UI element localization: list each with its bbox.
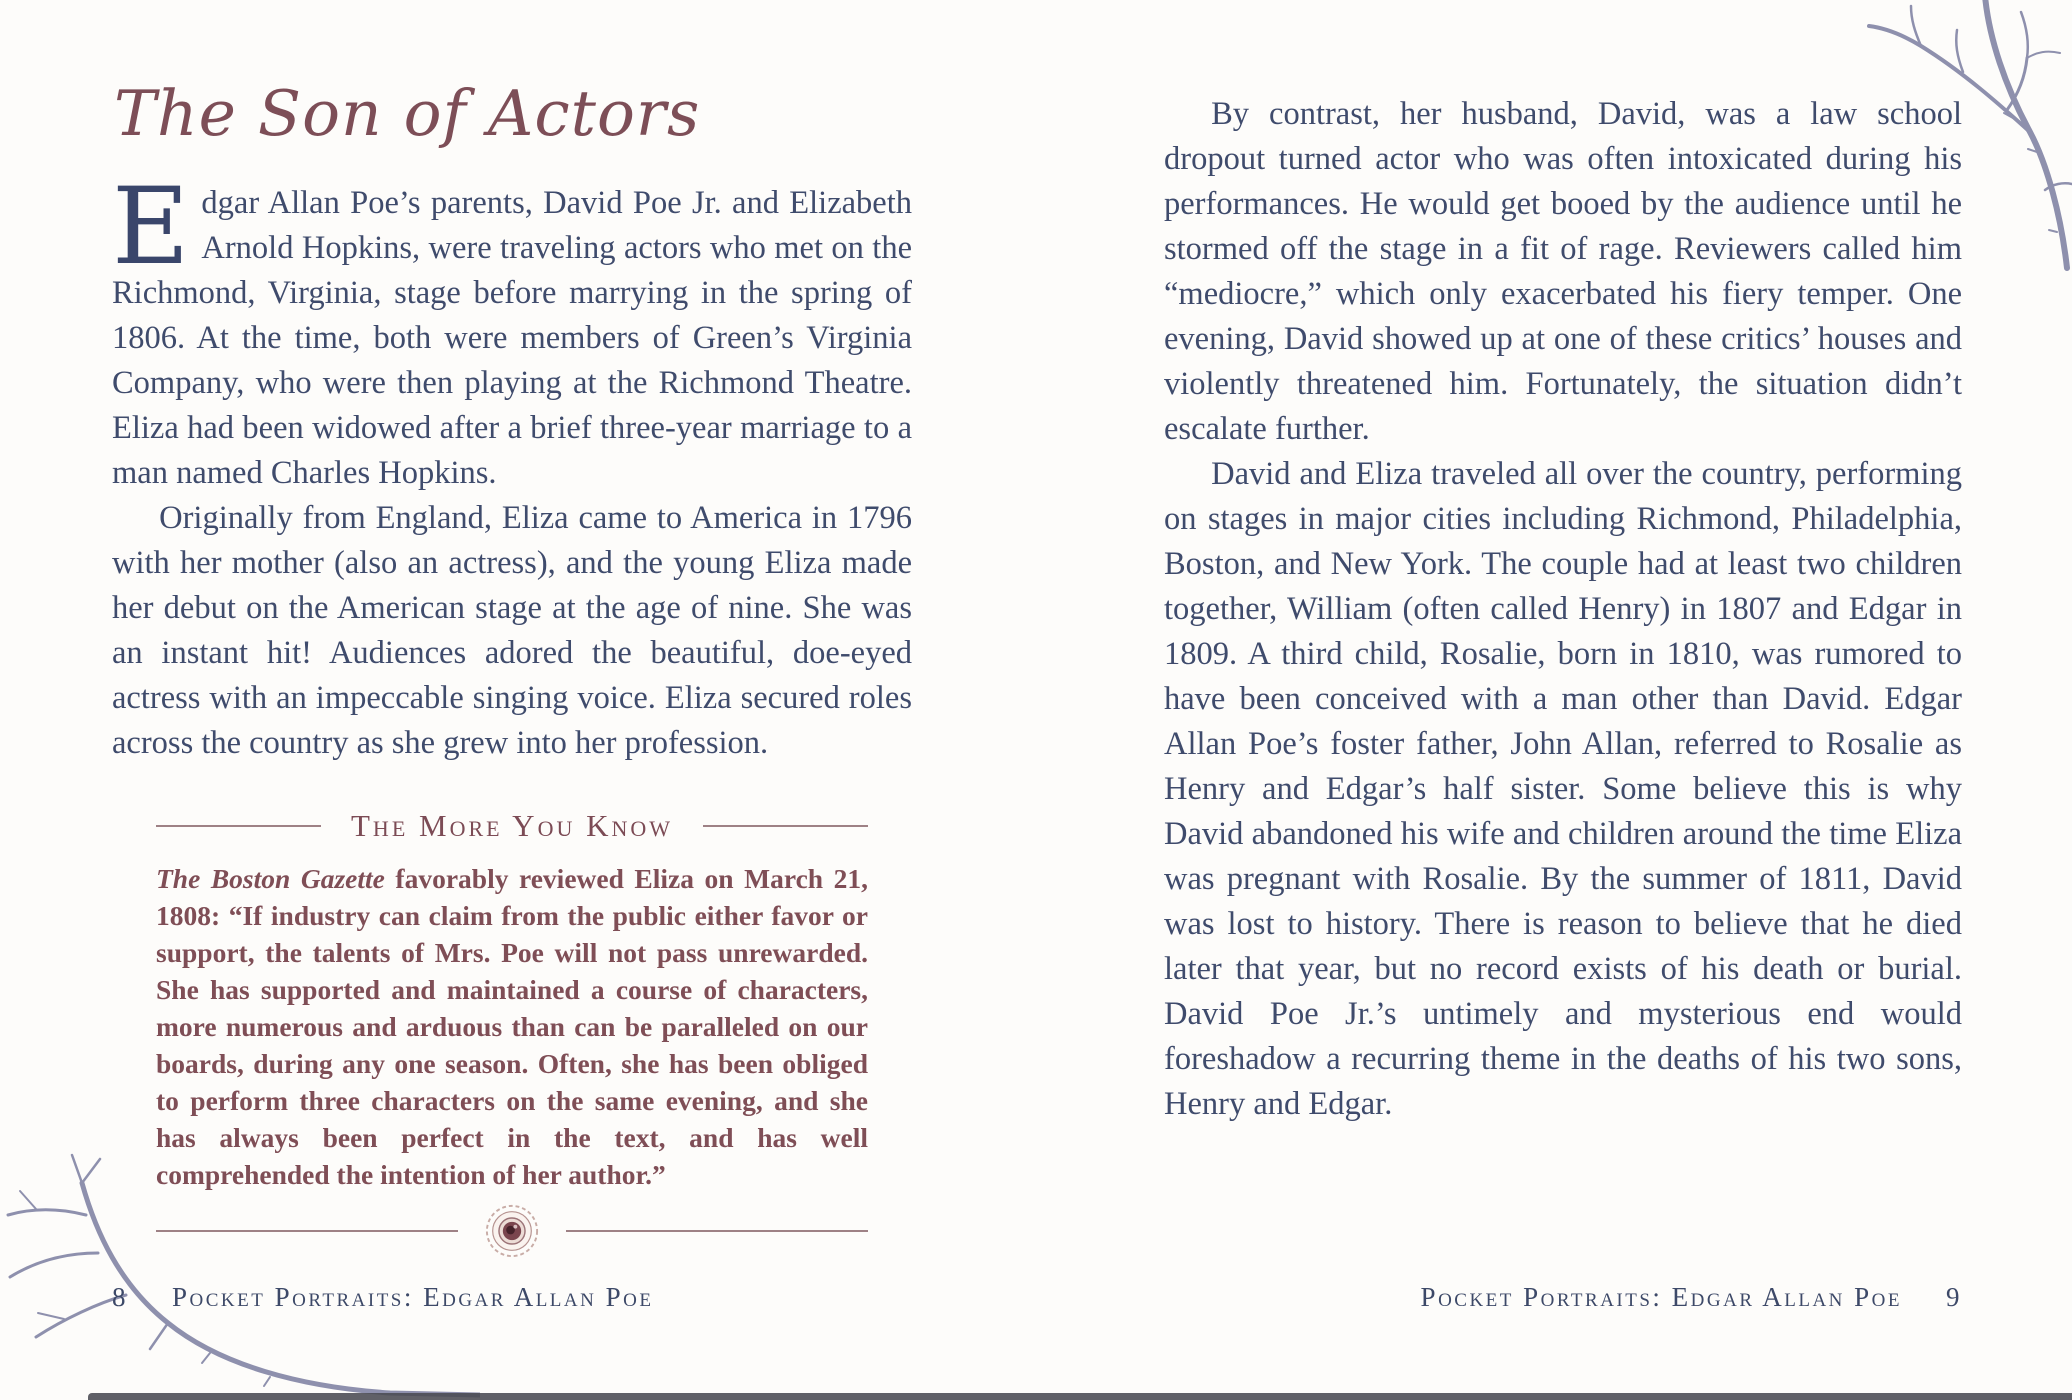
more-you-know-callout: [156, 808, 868, 1259]
chapter-title: The Son of Actors: [114, 77, 701, 150]
drop-cap: E: [112, 165, 190, 288]
callout-footer-row: [156, 1203, 868, 1259]
source-title: The Boston Gazette: [156, 863, 385, 894]
right-page: [1164, 0, 1962, 1127]
paragraph-text: dgar Allan Poe’s parents, David Poe Jr. and Elizabeth Arnold Hopkins, were traveling actors who met on the Richmond, Virginia, stage before marrying in the spring of 1806. At the time, both were members of Green’s Virginia Company, who were then playing at the Richmond Theatre. Eliza had been widowed after a brief three-year marriage to a man named Charles Hopkins.: [112, 185, 912, 491]
divider-rule-left: [156, 1230, 458, 1232]
paragraph: By contrast, her husband, David, was a law school dropout turned actor who was often intoxicated during his performances. He would get booed by the audience until he stormed off the stage in a fit of rage. Reviewers called him “mediocre,” which only exacerbated his fiery temper. One evening, David showed up at one of these critics’ houses and violently threatened him. Fortunately, the situation didn’t escalate further.: [1164, 96, 1962, 447]
page-number: 8: [112, 1282, 128, 1312]
divider-rule-right: [566, 1230, 868, 1232]
divider-rule-right: [703, 825, 868, 827]
paragraph: [112, 165, 912, 496]
left-page-footer: [112, 1282, 653, 1313]
callout-quote: [156, 860, 868, 1193]
paragraph: Originally from England, Eliza came to America in 1796 with her mother (also an actress), and the young Eliza made her debut on the American stage at the age of nine. She was an instant hit! Audiences adored the beautiful, doe-eyed actress with an impeccable singing voice. Eliza secured roles across the country as she grew into her profession.: [112, 500, 912, 761]
left-page: [112, 0, 912, 1259]
callout-heading: The More You Know: [351, 808, 674, 843]
page-number: 9: [1946, 1282, 1962, 1312]
quote-text: favorably reviewed Eliza on March 21, 1808: “If industry can claim from the public either favor or support, the talents of Mrs. Poe will not pass unrewarded. She has supported and maintained a course of characters, more numerous and arduous than can be paralleled on our boards, during any one season. Often, she has been obliged to perform three characters on the same evening, and she has always been perfect in the text, and has well comprehended the intention of her author.”: [156, 863, 868, 1190]
running-title: Pocket Portraits: Edgar Allan Poe: [172, 1282, 654, 1312]
right-page-footer: [1421, 1282, 1962, 1313]
page-edge-shadow: [88, 1393, 2072, 1400]
paragraph: David and Eliza traveled all over the country, performing on stages in major cities including Richmond, Philadelphia, Boston, and New York. The couple had at least two children together, William (often called Henry) in 1807 and Edgar in 1809. A third child, Rosalie, born in 1810, was rumored to have been conceived with a man other than David. Edgar Allan Poe’s foster father, John Allan, referred to Rosalie as Henry and Edgar’s half sister. Some believe this is why David abandoned his wife and children around the time Eliza was pregnant with Rosalie. By the summer of 1811, David was lost to history. There is reason to believe that he died later that year, but no record exists of his death or burial. David Poe Jr.’s untimely and mysterious end would foreshadow a recurring theme in the deaths of his two sons, Henry and Edgar.: [1164, 456, 1962, 1122]
callout-heading-row: [156, 808, 868, 844]
running-title: Pocket Portraits: Edgar Allan Poe: [1420, 1282, 1902, 1312]
eye-medallion-ornament-icon: [484, 1203, 540, 1259]
divider-rule-left: [156, 825, 321, 827]
